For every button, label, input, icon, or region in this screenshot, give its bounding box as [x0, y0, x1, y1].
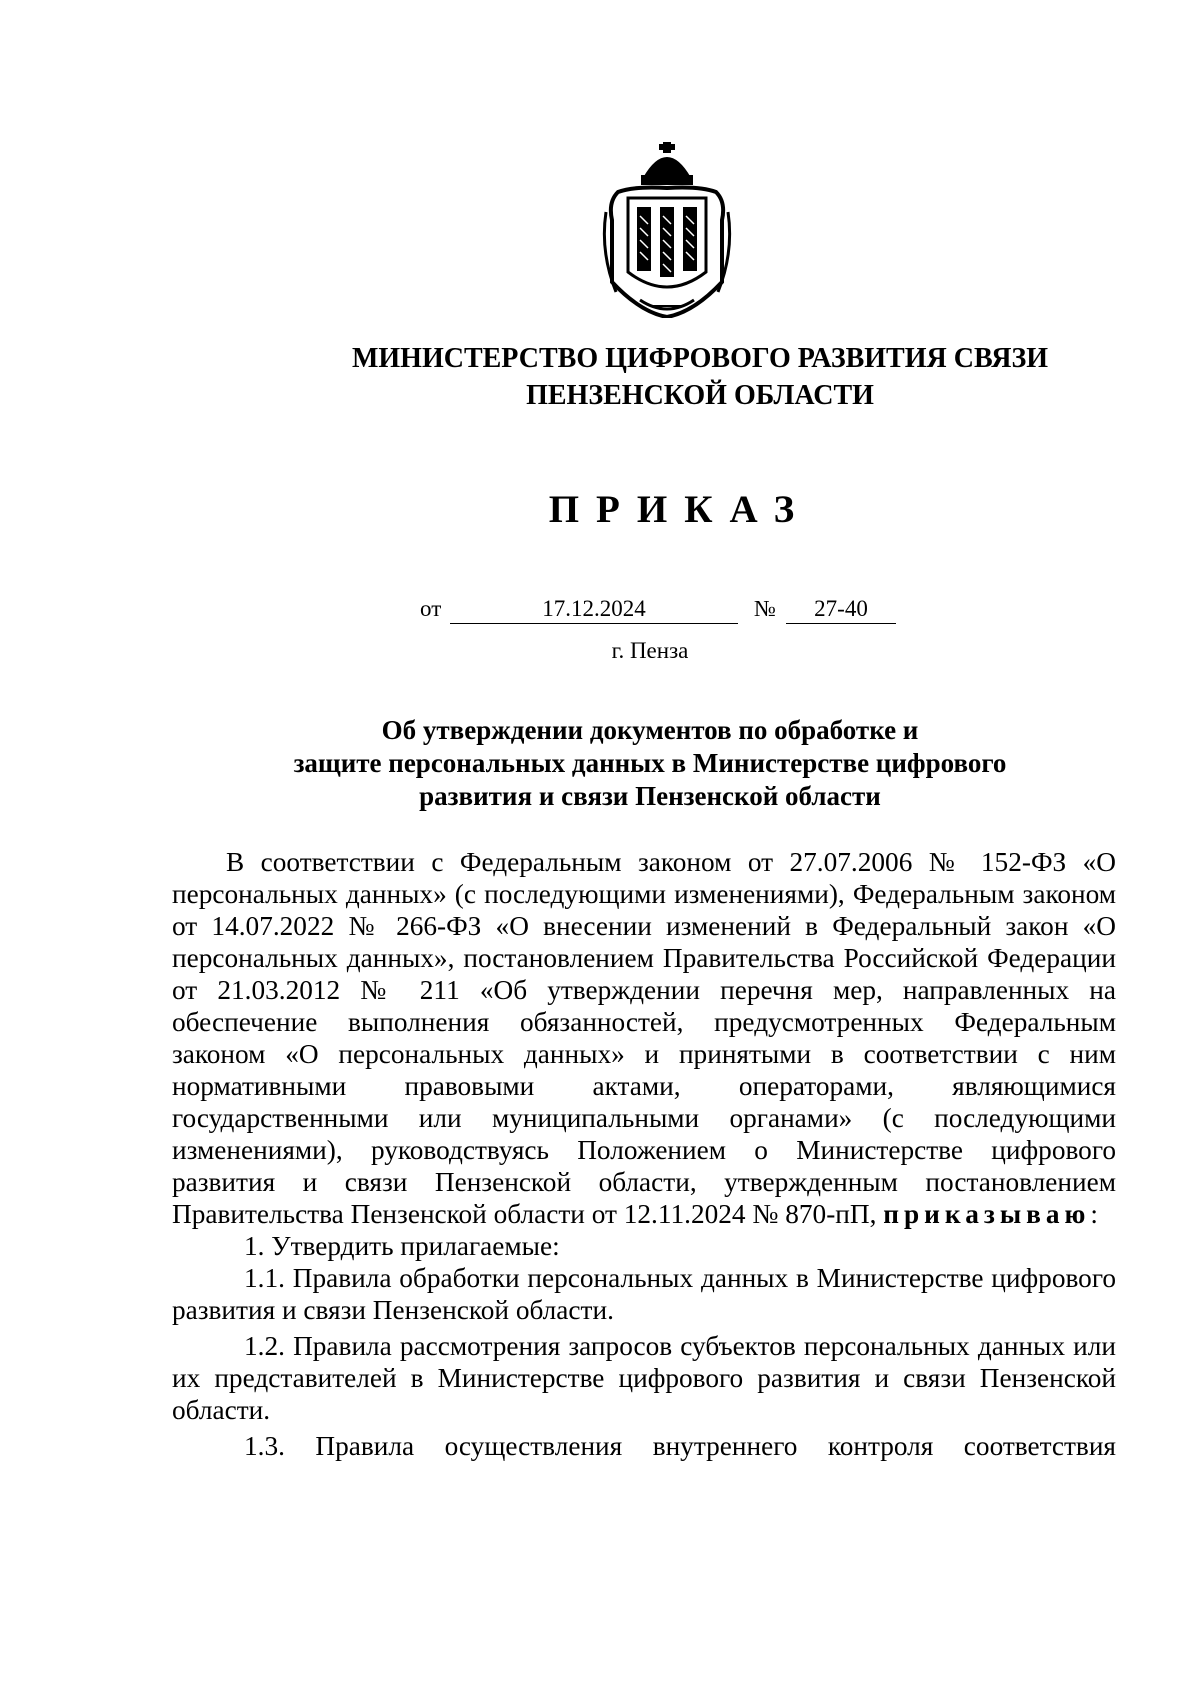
- order-word: приказываю: [883, 1199, 1091, 1229]
- item-1-1: 1.1. Правила обработки персональных данных в Министерстве цифрового развития и связи Пензенской области.: [172, 1263, 1116, 1325]
- city: г. Пенза: [611, 638, 689, 663]
- preamble-text: В соответствии с Федеральным законом от 27.07.2006 № 152-ФЗ «О персональных данных» (с последующими изменениями), Федеральным законом от 14.07.2022 № 266-ФЗ «О внесении изменений в Федеральный закон «О персональных данных», постановлением Правительства Российской Федерации от 21.03.2012 № 211 «Об утверждении перечня мер, направленных на обеспечение выполнения обязанностей, предусмотренных Федеральным законом «О персональных данных» и принятыми в соответствии с ним нормативными правовыми актами, операторами, являющимися государственными или муниципальными органами» (с последующими изменениями), руководствуясь Положением о Министерстве цифрового развития и связи Пензенской области, утвержденным постановлением Правительства Пензенской области от 12.11.2024 № 870-пП,: [172, 847, 1116, 1229]
- item-1-2: 1.2. Правила рассмотрения запросов субъектов персональных данных или их представителей в Министерстве цифрового развития и связи Пензенской области.: [172, 1331, 1116, 1425]
- item-1-3: 1.3. Правила осуществления внутреннего контроля соответствия: [244, 1431, 1116, 1461]
- subject-line-2: защите персональных данных в Министерстве цифрового: [293, 748, 1007, 778]
- ministry-line-2: ПЕНЗЕНСКОЙ ОБЛАСТИ: [526, 380, 874, 411]
- ministry-name: [260, 340, 1140, 414]
- ministry-line-1: МИНИСТЕРСТВО ЦИФРОВОГО РАЗВИТИЯ СВЯЗИ: [351, 343, 1049, 374]
- subject-line-1: Об утверждении документов по обработке и: [381, 715, 919, 745]
- coat-of-arms-icon: [600, 142, 734, 318]
- order-number: 27-40: [786, 596, 896, 624]
- order-title: ПРИКАЗ: [548, 488, 812, 531]
- order-colon: :: [1090, 1199, 1098, 1229]
- item-1: 1. Утвердить прилагаемые:: [244, 1231, 560, 1261]
- order-subject: [250, 714, 1050, 813]
- date-prefix: от: [420, 596, 442, 621]
- subject-line-3: развития и связи Пензенской области: [419, 781, 881, 811]
- number-sign: №: [754, 596, 776, 621]
- order-body: [172, 846, 1116, 1462]
- date-number-row: [420, 596, 900, 628]
- preamble-paragraph: [172, 846, 1116, 1230]
- order-date: 17.12.2024: [450, 596, 738, 624]
